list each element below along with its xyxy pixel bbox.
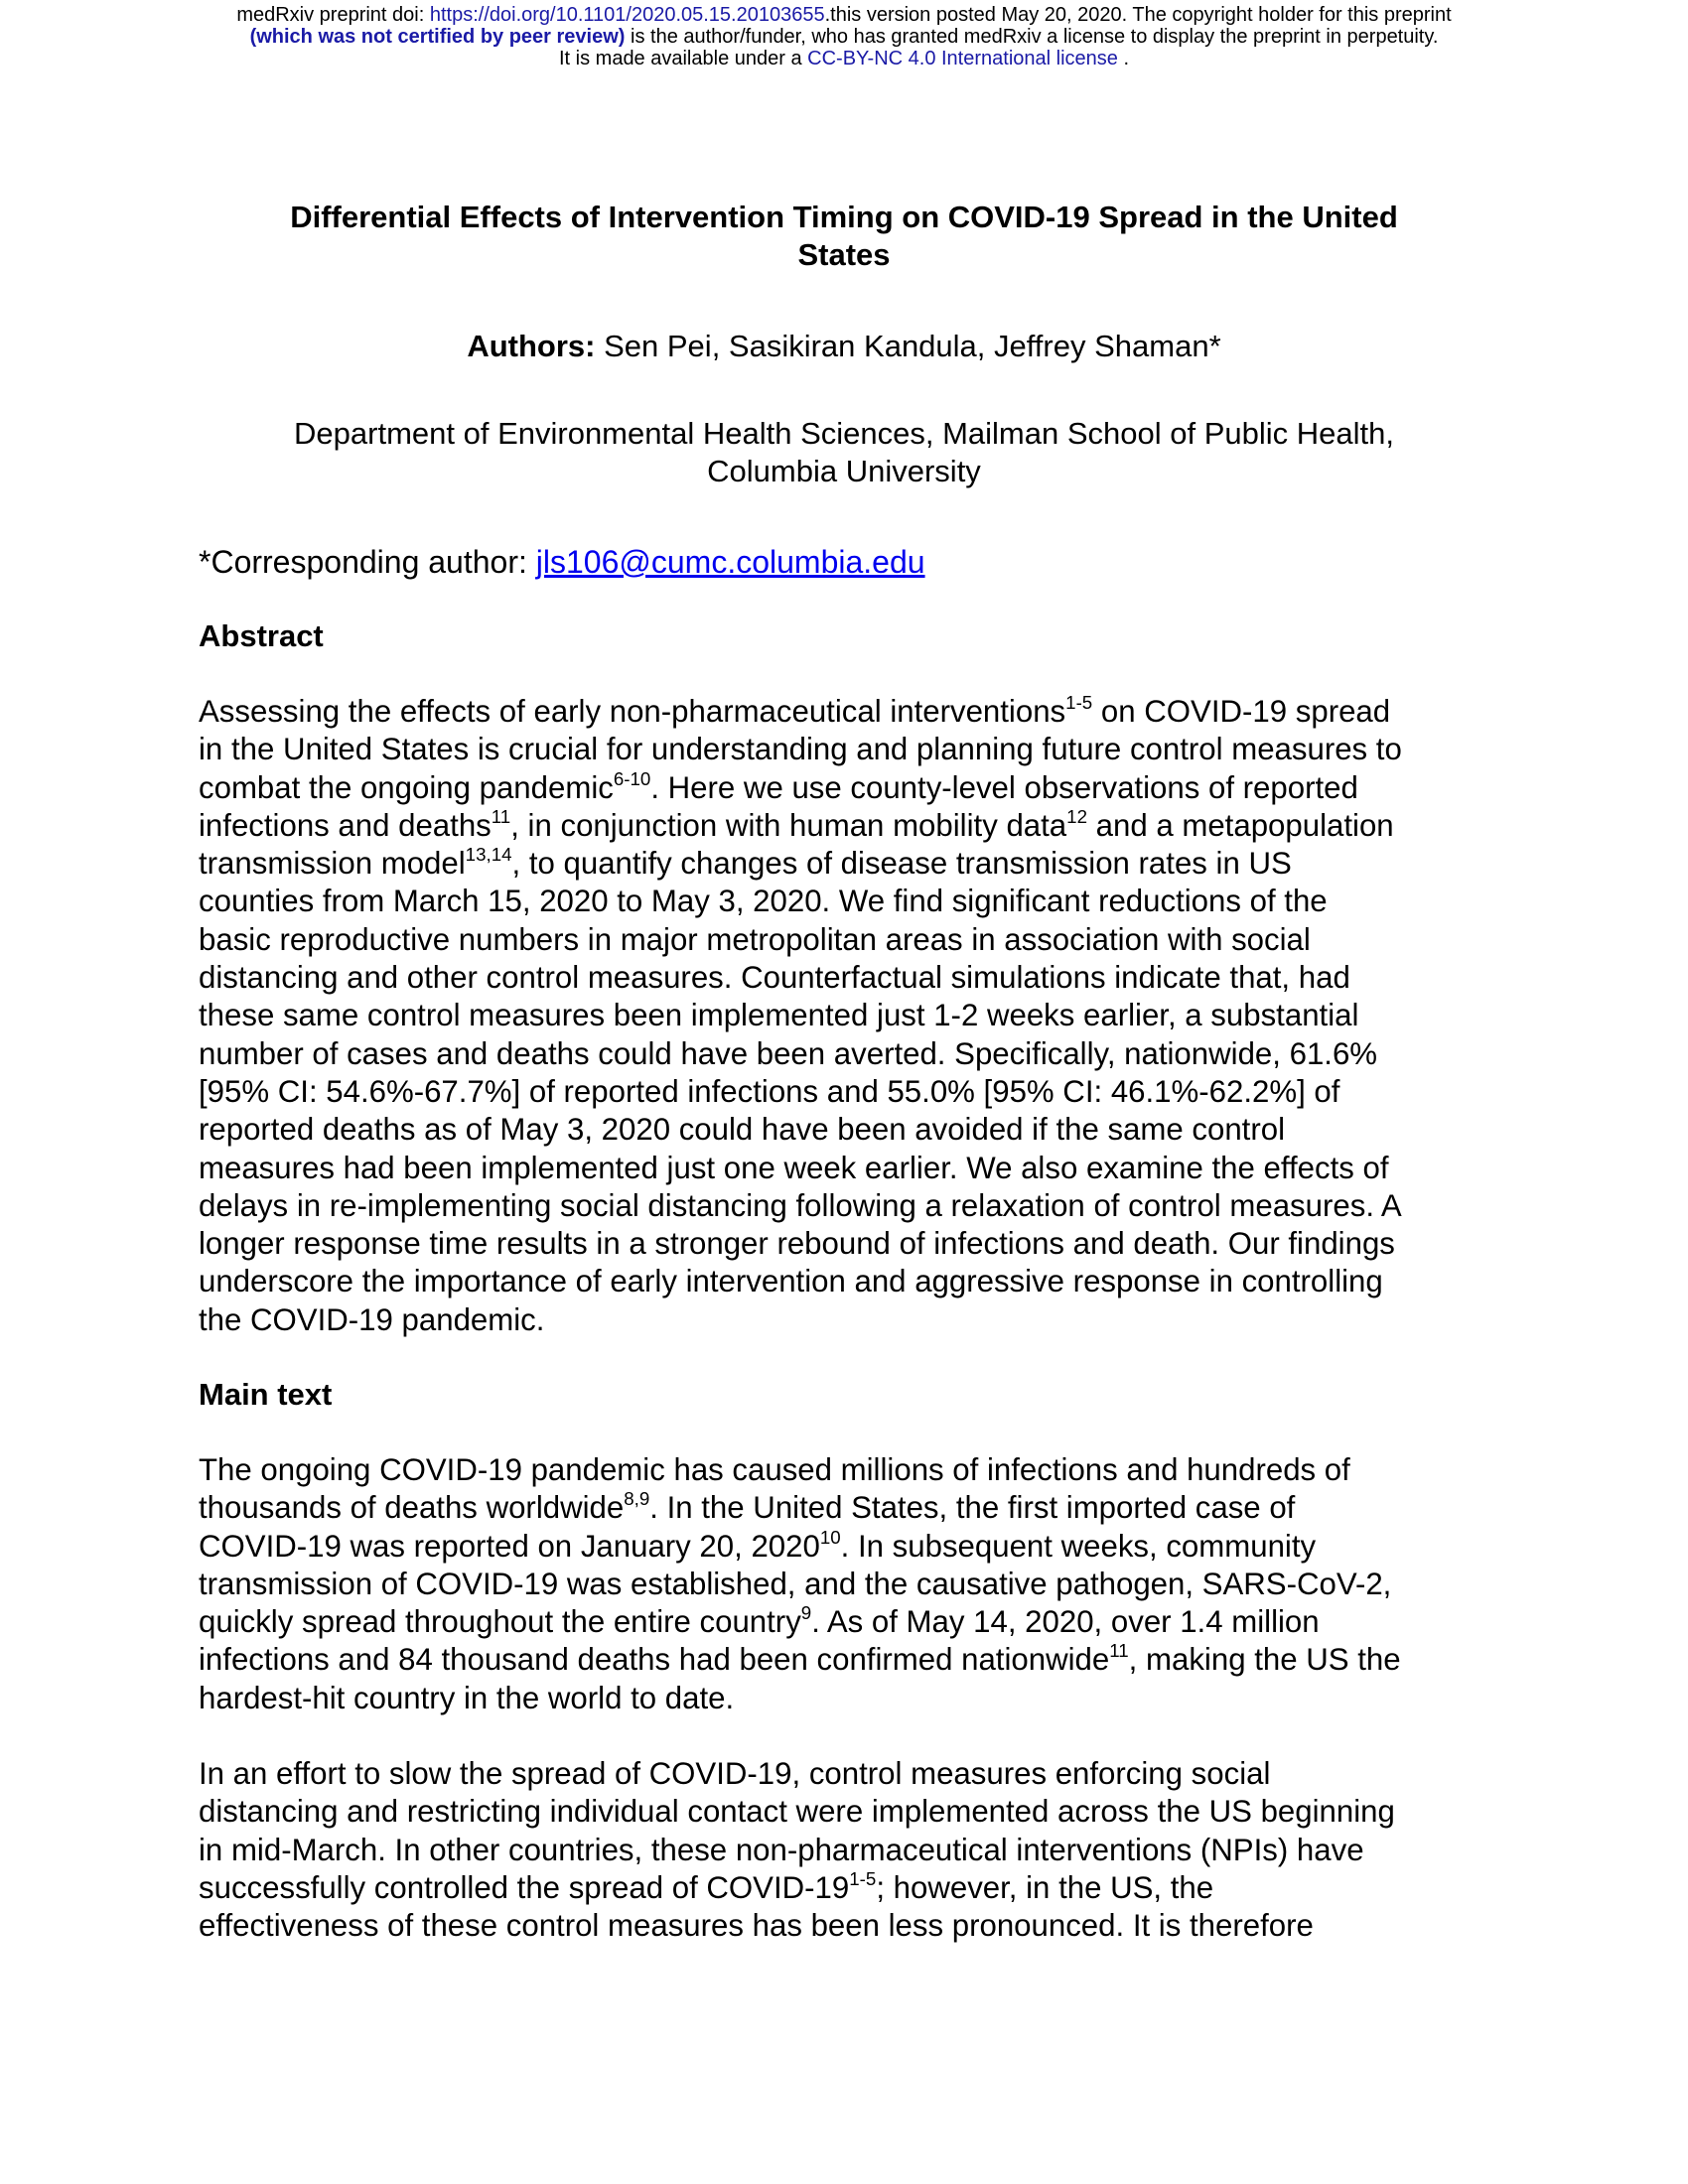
authors-label: Authors: [467, 329, 596, 363]
main-text-paragraph-2: In an effort to slow the spread of COVID-19, control measures enforcing social distancing and restricting individual contact were implemented across the US beginning in mid-March. In other countries, these non-pharmaceutical interventions (NPIs) have successfully controlled the spread of COVID-19$^{1-5}$; however, in the US, the effectiveness of these control measures has been less pronounced. It is therefore [199, 1756, 1395, 1944]
notice-line-3: It is made available under a CC-BY-NC 4.0 International license . [558, 48, 1130, 69]
main-text-heading: Main text [199, 1377, 333, 1412]
email-link[interactable]: jls106@cumc.columbia.edu [535, 544, 925, 580]
author-names: Sen Pei, Sasikiran Kandula, Jeffrey Shaman* [595, 329, 1221, 363]
affiliation: Department of Environmental Health Sciences, Mailman School of Public Health, Columbia University [294, 416, 1394, 488]
corresponding-author: *Corresponding author: jls106@cumc.columbia.edu [199, 544, 925, 580]
abstract-heading: Abstract [199, 618, 324, 653]
paper-title: Differential Effects of Intervention Timing on COVID-19 Spread in the United States [290, 200, 1398, 272]
abstract-paragraph: Assessing the effects of early non-pharmaceutical interventions$^{1-5}$ on COVID-19 spread in the United States is crucial for understanding and planning future control measures to combat the ongoing pandemic$^{6-10}$. Here we use county-level observations of reported infections and deaths$^{11}$, in conjunction with human mobility data$^{12}$ and a metapopulation transmission model$^{13,14}$, to quantify changes of disease transmission rates in US counties from March 15, 2020 to May 3, 2020. We find significant reductions of the basic reproductive numbers in major metropolitan areas in association with social distancing and other control measures. Counterfactual simulations indicate that, had these same control measures been implemented just 1-2 weeks earlier, a substantial number of cases and deaths could have been averted. Specifically, nationwide, 61.6% [95% CI: 54.6%-67.7%] of reported infections and 55.0% [95% CI: 46.1%-62.2%] of reported deaths as of May 3, 2020 could have been avoided if the same control measures had been implemented just one week earlier. We also examine the effects of delays in re-implementing social distancing following a relaxation of control measures. A longer response time results in a stronger rebound of infections and death. Our findings underscore the importance of early intervention and aggressive response in controlling the COVID-19 pandemic. [199, 691, 1402, 1337]
authors-line [199, 328, 1489, 365]
license-link[interactable]: CC-BY-NC 4.0 International license [807, 48, 1118, 69]
notice-line-2: (which was not certified by peer review) is the author/funder, who has granted medRxiv a license to display the preprint in perpetuity. [249, 26, 1439, 48]
peer-review-notice: (which was not certified by peer review) [249, 26, 626, 48]
doi-link[interactable]: https://doi.org/10.1101/2020.05.15.20103655 [429, 4, 825, 26]
main-text-paragraph-1: The ongoing COVID-19 pandemic has caused millions of infections and hundreds of thousands of deaths worldwide$^{8,9}$. In the United States, the first imported case of COVID-19 was reported on January 20, 2020$^{10}$. In subsequent weeks, community transmission of COVID-19 was established, and the causative pathogen, SARS-CoV-2, quickly spread throughout the entire country$^9$. As of May 14, 2020, over 1.4 million infections and 84 thousand deaths had been confirmed nationwide$^{11}$, making the US the hardest-hit country in the world to date. [199, 1452, 1401, 1715]
notice-line-1: medRxiv preprint doi: https://doi.org/10.1101/2020.05.15.20103655.this version posted May 20, 2020. The copyright holder for this preprint [236, 4, 1452, 26]
preprint-notice [0, 4, 1688, 69]
